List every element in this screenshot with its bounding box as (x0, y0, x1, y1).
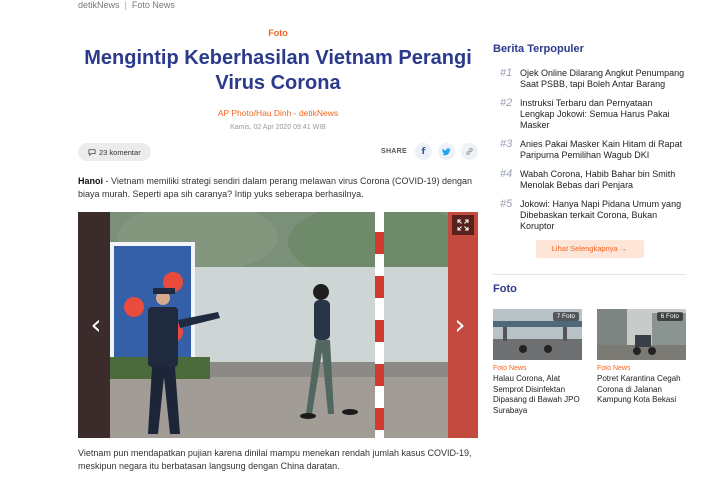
photo-prev-button[interactable]: ‹ (90, 307, 102, 341)
popular-item[interactable] (493, 139, 686, 161)
photo-caption: Vietnam pun mendapatkan pujian karena dinilai mampu menekan rendah jumlah kasus COVID-19, meskipun negara itu berbatasan langsung dengan China daratan. (78, 448, 472, 471)
breadcrumb-section-link[interactable]: Foto News (131, 0, 175, 10)
article-credit: AP Photo/Hau Dinh - detikNews (217, 108, 339, 118)
speech-bubble-icon (88, 149, 96, 156)
article-title: Mengintip Keberhasilan Vietnam Perangi Virus Corona (84, 47, 472, 94)
article-lead (78, 175, 478, 200)
popular-item[interactable] (493, 199, 686, 232)
share-bar (381, 143, 478, 160)
sidebar-divider (493, 274, 686, 275)
expand-icon (457, 219, 469, 231)
foto-headline[interactable]: Halau Corona, Alat Semprot Disinfektan Dipasang di Bawah JPO Surabaya (493, 374, 580, 415)
photo-next-button[interactable]: › (454, 307, 466, 341)
comment-count: 23 komentar (99, 147, 141, 157)
popular-rank: #4 (500, 168, 513, 180)
article-photo[interactable] (78, 212, 478, 438)
foto-headline[interactable]: Potret Karantina Cegah Corona di Jalanan Kampung Kota Bekasi (597, 374, 681, 404)
twitter-icon (442, 148, 451, 156)
foto-section-title: Foto (493, 283, 517, 295)
breadcrumb (78, 0, 175, 10)
share-facebook-button[interactable] (415, 143, 432, 160)
facebook-icon: f (421, 146, 426, 157)
popular-headline[interactable]: Jokowi: Hanya Napi Pidana Umum yang Dibebaskan terkait Corona, Bukan Koruptor (520, 199, 682, 231)
popular-item[interactable] (493, 169, 686, 191)
article-action-row (78, 143, 478, 163)
article (78, 28, 478, 472)
foto-grid (493, 309, 686, 416)
share-twitter-button[interactable] (438, 143, 455, 160)
photo-expand-button[interactable] (452, 215, 474, 235)
foto-count-badge: 6 Foto (657, 312, 683, 321)
article-date: Kamis, 02 Apr 2020 09:41 WIB (230, 124, 326, 131)
popular-headline[interactable]: Instruksi Terbaru dan Pernyataan Lengkap Jokowi: Semua Harus Pakai Masker (520, 98, 670, 130)
popular-headline[interactable]: Anies Pakai Masker Kain Hitam di Rapat Paripurna Pemilihan Wagub DKI (520, 139, 683, 160)
foto-thumbnail[interactable] (493, 309, 582, 360)
sidebar (493, 43, 686, 416)
popular-rank: #5 (500, 198, 513, 210)
foto-category: Foto News (493, 365, 527, 372)
article-category[interactable]: Foto (268, 28, 288, 38)
link-icon (465, 147, 474, 156)
article-lead-text: - Vietnam memiliki strategi sendiri dalam perang melawan virus Corona (COVID-19) dengan biaya murah. Seperti apa sih caranya? Intip yuks seberapa berhasilnya. (78, 176, 473, 199)
popular-rank: #3 (500, 138, 513, 150)
share-label: SHARE (380, 148, 407, 155)
popular-section-title: Berita Terpopuler (493, 43, 584, 55)
popular-rank: #2 (500, 97, 513, 109)
comment-button[interactable] (78, 143, 151, 161)
article-lead-city: Hanoi (78, 176, 104, 186)
foto-card[interactable] (493, 309, 582, 416)
foto-thumbnail[interactable] (597, 309, 686, 360)
foto-category: Foto News (597, 365, 631, 372)
breadcrumb-separator: | (124, 0, 127, 10)
share-link-button[interactable] (461, 143, 478, 160)
popular-item[interactable] (493, 68, 686, 90)
popular-headline[interactable]: Wabah Corona, Habib Bahar bin Smith Menolak Bebas dari Penjara (520, 169, 676, 190)
foto-count-badge: 7 Foto (553, 312, 579, 321)
popular-headline[interactable]: Ojek Online Dilarang Angkut Penumpang Saat PSBB, tapi Boleh Antar Barang (520, 68, 685, 89)
popular-item[interactable] (493, 98, 686, 131)
breadcrumb-site-link[interactable]: detikNews (78, 0, 120, 10)
popular-list (493, 68, 686, 232)
popular-rank: #1 (500, 67, 513, 79)
foto-card[interactable] (597, 309, 686, 416)
photo-scene (78, 212, 478, 438)
see-more-button[interactable]: Lihat Selengkapnya → (536, 240, 644, 258)
